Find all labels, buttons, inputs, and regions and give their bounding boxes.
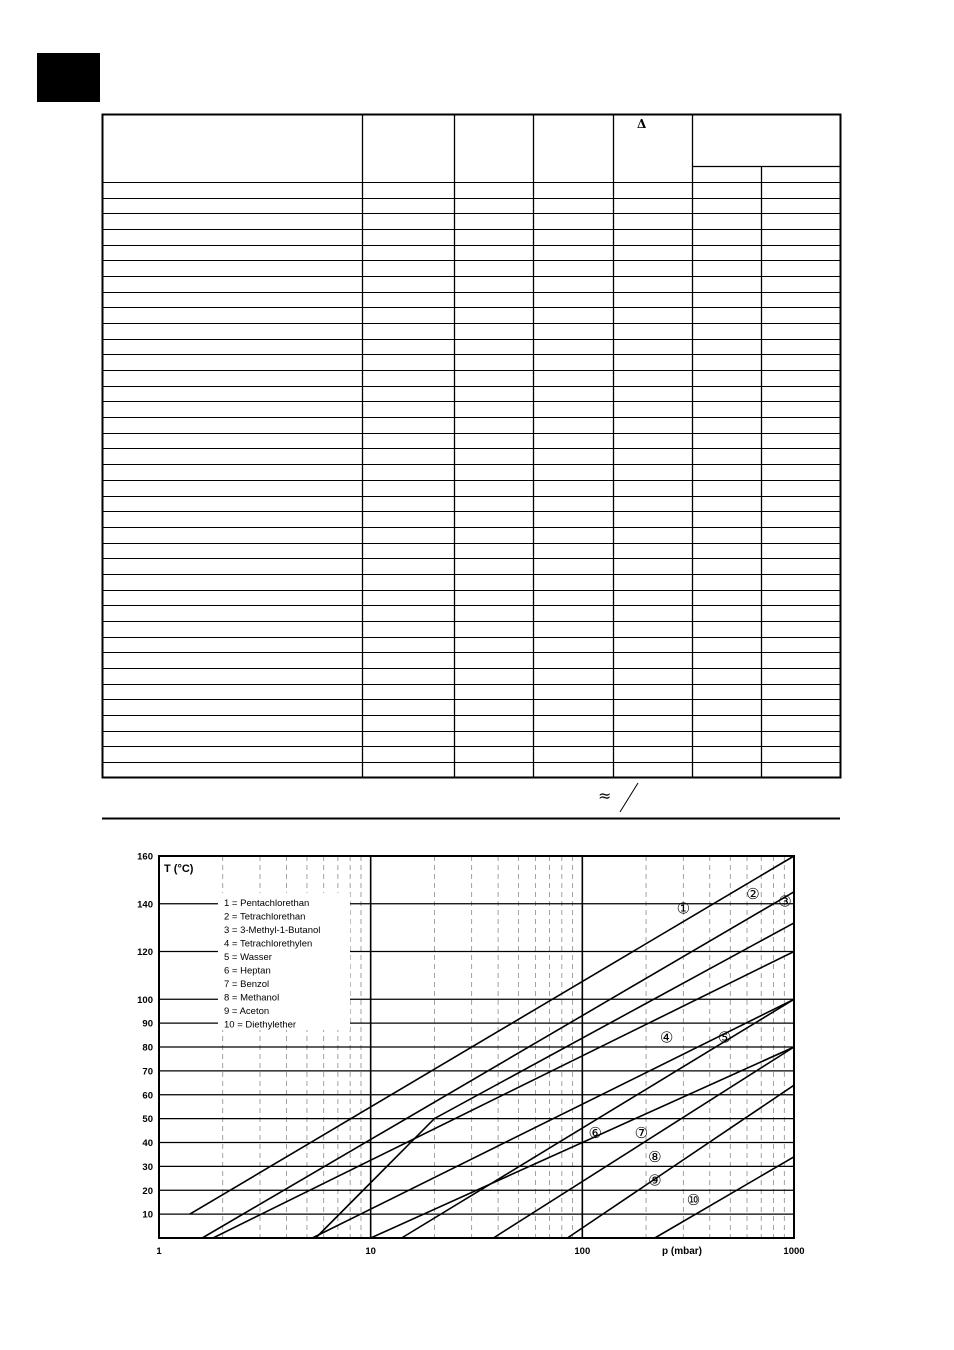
legend-entry: 2 = Tetrachlorethan [224, 911, 306, 923]
legend-entry: 8 = Methanol [224, 992, 280, 1004]
series-label-6: ⑥ [588, 1123, 602, 1142]
series-label-10: ⑩ [686, 1190, 701, 1209]
series-label-8: ⑧ [648, 1147, 662, 1166]
legend-entry: 9 = Aceton [224, 1006, 270, 1017]
delta-symbol: Δ [637, 117, 647, 131]
series-label-1: ① [676, 899, 691, 918]
legend-entry: 6 = Heptan [224, 965, 271, 977]
legend-entry: 10 = Diethylether [224, 1019, 297, 1031]
y-tick-label: 70 [142, 1066, 153, 1078]
y-tick-label: 140 [137, 899, 153, 911]
legend-entry: 1 = Pentachlorethan [224, 898, 310, 909]
y-tick-label: 120 [137, 947, 153, 958]
y-tick-label: 90 [142, 1018, 153, 1030]
y-tick-label: 50 [142, 1114, 153, 1126]
y-tick-label: 30 [142, 1161, 153, 1173]
x-axis-label: p (mbar) [662, 1246, 702, 1257]
legend-entry: 3 = 3-Methyl-1-Butanol [224, 925, 321, 936]
table-row-lines [102, 183, 840, 763]
y-tick-label: 160 [137, 851, 153, 863]
y-tick-label: 80 [142, 1042, 153, 1054]
x-tick-label: 100 [574, 1246, 591, 1257]
series-label-7: ⑦ [634, 1123, 649, 1142]
series-label-5: ⑤ [717, 1028, 732, 1047]
legend-entry: 4 = Tetrachlorethylen [224, 938, 313, 950]
series-label-3: ③ [778, 892, 792, 911]
series-line-9 [567, 1085, 794, 1238]
x-tick-label: 1000 [783, 1246, 805, 1257]
series-label-2: ② [746, 885, 760, 904]
series-label-9: ⑨ [648, 1171, 662, 1190]
y-axis-label: T (°C) [164, 863, 194, 875]
legend-entry: 5 = Wasser [224, 952, 272, 963]
series-label-4: ④ [659, 1028, 674, 1047]
y-tick-label: 60 [142, 1090, 153, 1102]
x-tick-label: 10 [365, 1246, 376, 1257]
y-tick-label: 20 [142, 1185, 153, 1197]
legend-entry: 7 = Benzol [224, 979, 270, 990]
x-tick-label: 1 [156, 1246, 162, 1257]
slash-mark [620, 783, 638, 812]
y-tick-label: 10 [142, 1209, 153, 1221]
y-tick-label: 40 [142, 1138, 153, 1149]
approx-symbol: ≈ [598, 786, 612, 805]
vapor-pressure-chart [0, 830, 954, 1270]
y-tick-label: 100 [137, 994, 153, 1006]
